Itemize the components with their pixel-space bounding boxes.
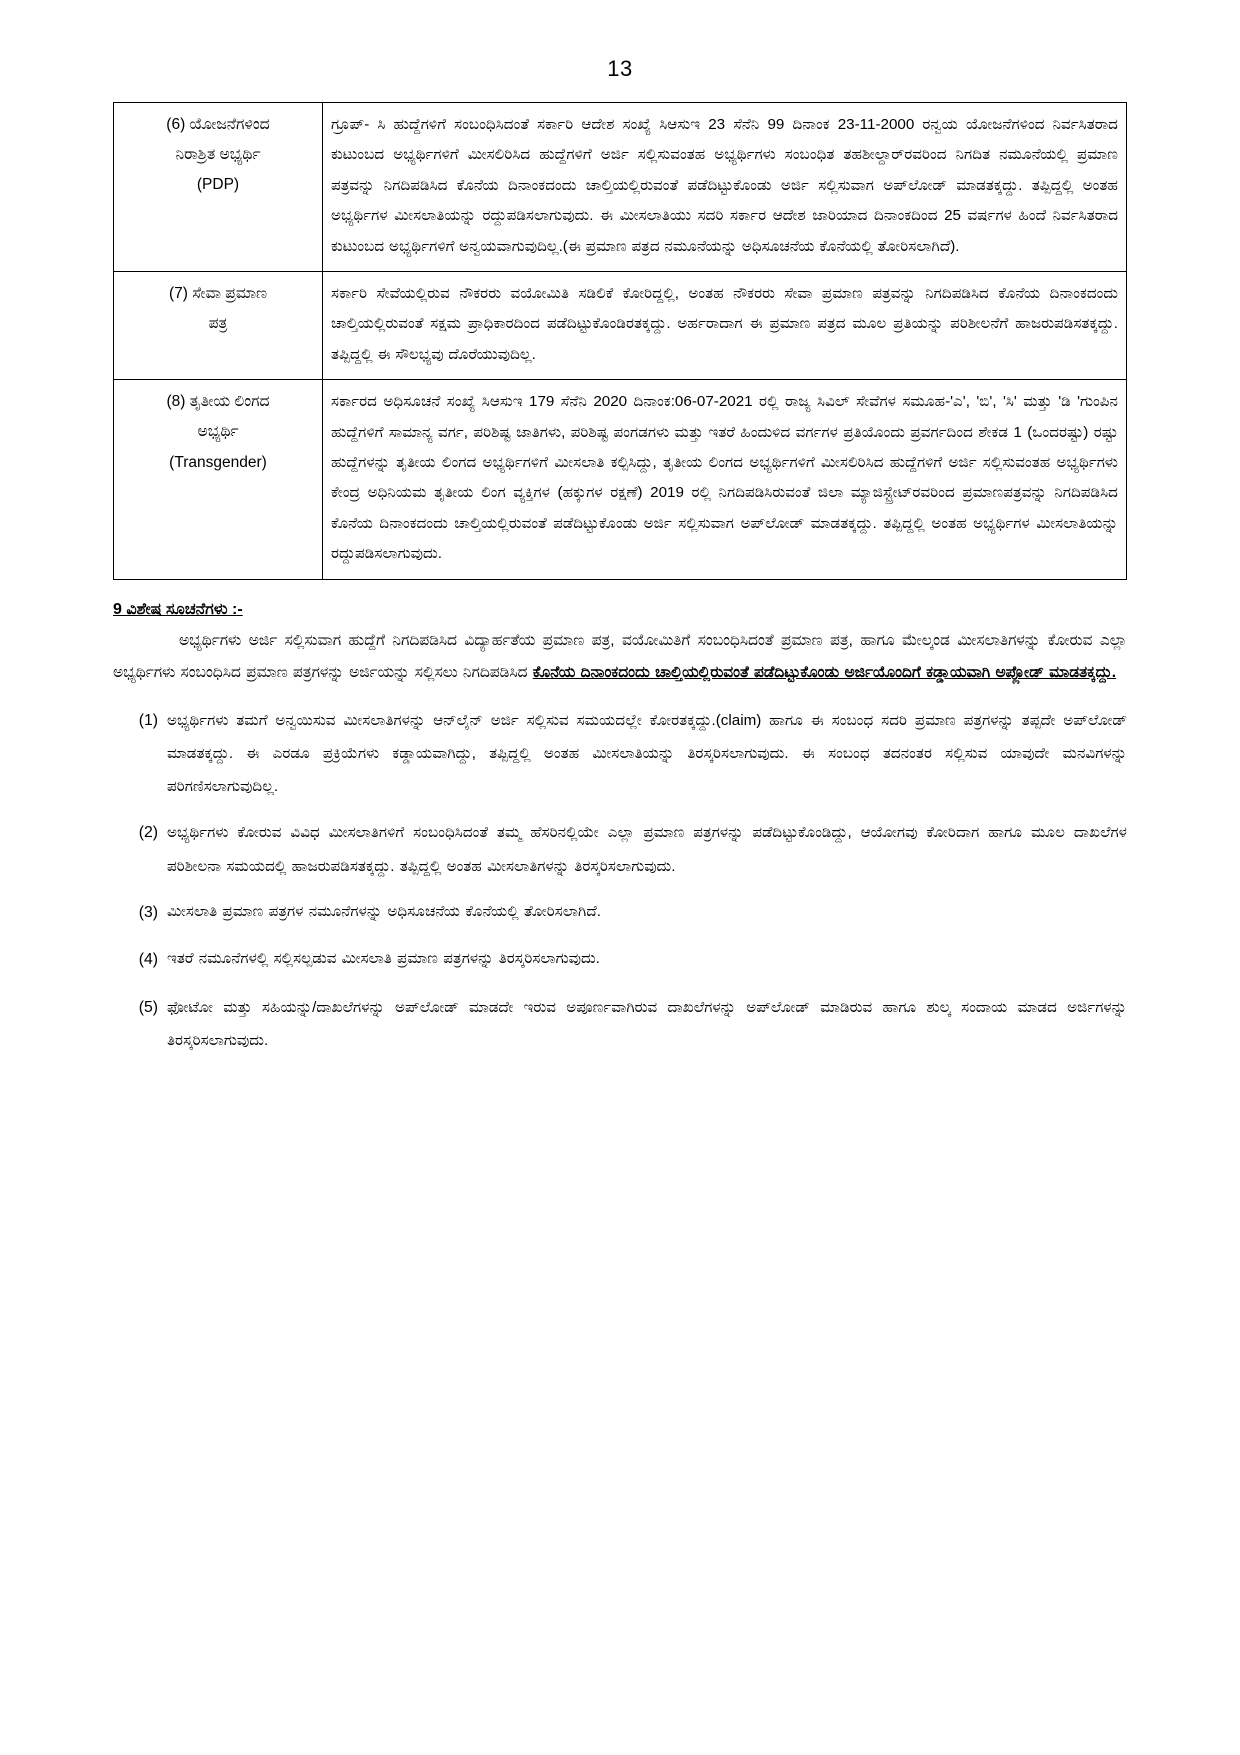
row-label-8	[114, 380, 323, 579]
row-label-line: (Transgender)	[169, 453, 267, 471]
table-row	[114, 103, 1127, 272]
list-item	[113, 704, 1127, 803]
row-body-8	[323, 380, 1127, 579]
list-item	[113, 816, 1127, 882]
list-item-text: ಮೀಸಲಾತಿ ಪ್ರಮಾಣ ಪತ್ರಗಳ ನಮೂನೆಗಳನ್ನು ಅಧಿಸೂಚನೆಯ ಕೊನೆಯಲ್ಲಿ ತೋರಿಸಲಾಗಿದೆ.	[167, 902, 601, 920]
row-label-6	[114, 103, 323, 272]
row-label-7	[114, 272, 323, 380]
row-label-line: ನಿರಾಶ್ರಿತ ಅಭ್ಯರ್ಥಿ	[175, 146, 261, 164]
row-body-text: ಸರ್ಕಾರದ ಅಧಿಸೂಚನೆ ಸಂಖ್ಯೆ ಸಿಆಸುಇ 179 ಸೆನೆನಿ 2020 ದಿನಾಂಕ:06-07-2021 ರಲ್ಲಿ ರಾಜ್ಯ ಸಿವಿಲ್ ಸೇವೆಗಳ ಸಮೂಹ-'ಎ', 'ಬಿ', 'ಸಿ' ಮತ್ತು 'ಡಿ 'ಗುಂಪಿನ ಹುದ್ದೆಗಳಿಗೆ ಸಾಮಾನ್ಯ ವರ್ಗ, ಪರಿಶಿಷ್ಟ ಜಾತಿಗಳು, ಪರಿಶಿಷ್ಟ ಪಂಗಡಗಳು ಮತ್ತು ಇತರೆ ಹಿಂದುಳಿದ ವರ್ಗಗಳ ಪ್ರತಿಯೊಂದು ಪ್ರವರ್ಗದಿಂದ ಶೇಕಡ 1 (ಒಂದರಷ್ಟು) ರಷ್ಟು ಹುದ್ದೆಗಳನ್ನು ತೃತೀಯ ಲಿಂಗದ ಅಭ್ಯರ್ಥಿಗಳಿಗೆ ಮೀಸಲಾತಿ ಕಲ್ಪಿಸಿದ್ದು, ತೃತೀಯ ಲಿಂಗದ ಅಭ್ಯರ್ಥಿಗಳಿಗೆ ಮೀಸಲಿರಿಸಿದ ಹುದ್ದೆಗಳಿಗೆ ಅರ್ಜಿ ಸಲ್ಲಿಸುವಂತಹ ಅಭ್ಯರ್ಥಿಗಳು ಕೇಂದ್ರ ಅಧಿನಿಯಮ ತೃತೀಯ ಲಿಂಗ ವ್ಯಕ್ತಿಗಳ (ಹಕ್ಕುಗಳ ರಕ್ಷಣೆ) 2019 ರಲ್ಲಿ ನಿಗದಿಪಡಿಸಿರುವಂತೆ ಜಿಲಾ ಮ್ಯಾಜಿಸ್ಟ್ರೇಟ್‌ರವರಿಂದ ಪ್ರಮಾಣಪತ್ರವನ್ನು ನಿಗದಿಪಡಿಸಿದ ಕೊನೆಯ ದಿನಾಂಕದಂದು ಚಾಲ್ತಿಯಲ್ಲಿರುವಂತೆ ಪಡೆದಿಟ್ಟುಕೊಂಡು ಅರ್ಜಿ ಸಲ್ಲಿಸುವಾಗ ಅಪ್‌ಲೋಡ್ ಮಾಡತಕ್ಕದ್ದು. ತಪ್ಪಿದ್ದಲ್ಲಿ ಅಂತಹ ಅಭ್ಯರ್ಥಿಗಳ ಮೀಸಲಾತಿಯನ್ನು ರದ್ದುಪಡಿಸಲಾಗುವುದು.	[331, 393, 1118, 563]
list-item-number: (5)	[138, 998, 158, 1016]
section-9-heading-text: 9 ವಿಶೇಷ ಸೂಚನೆಗಳು :-	[113, 600, 243, 618]
row-body-7	[323, 272, 1127, 380]
row-label-line: (6) ಯೋಜನೆಗಳಿಂದ	[166, 116, 270, 133]
page-number: 13	[607, 56, 633, 81]
list-item-number: (2)	[138, 824, 158, 842]
list-item-text: ಫೋಟೋ ಮತ್ತು ಸಹಿಯನ್ನು/ದಾಖಲೆಗಳನ್ನು ಅಪ್‌ಲೋಡ್ ಮಾಡದೇ ಇರುವ ಅಪೂರ್ಣವಾಗಿರುವ ದಾಖಲೆಗಳನ್ನು ಅಪ್‌ಲೋಡ್ ಮಾಡಿರುವ ಹಾಗೂ ಶುಲ್ಕ ಸಂದಾಯ ಮಾಡದ ಅರ್ಜಿಗಳನ್ನು ತಿರಸ್ಕರಿಸಲಾಗುವುದು.	[167, 998, 1127, 1049]
list-item-number: (3)	[138, 903, 158, 921]
row-label-line: (7) ಸೇವಾ ಪ್ರಮಾಣ	[168, 285, 268, 303]
section-9-intro-emphasis: ಕೊನೆಯ ದಿನಾಂಕದಂದು ಚಾಲ್ತಿಯಲ್ಲಿರುವಂತೆ ಪಡೆದಿಟ್ಟುಕೊಂಡು ಅರ್ಜಿಯೊಂದಿಗೆ ಕಡ್ಡಾಯವಾಗಿ ಅಪ್ಲೋಡ್ ಮಾಡತಕ್ಕದ್ದು.	[532, 664, 1117, 682]
special-instructions-list	[113, 704, 1127, 1057]
table-row	[114, 380, 1127, 579]
row-body-text: ಸರ್ಕಾರಿ ಸೇವೆಯಲ್ಲಿರುವ ನೌಕರರು ವಯೋಮಿತಿ ಸಡಿಲಿಕೆ ಕೋರಿದ್ದಲ್ಲಿ, ಅಂತಹ ನೌಕರರು ಸೇವಾ ಪ್ರಮಾಣ ಪತ್ರವನ್ನು ನಿಗದಿಪಡಿಸಿದ ಕೊನೆಯ ದಿನಾಂಕದಂದು ಚಾಲ್ತಿಯಲ್ಲಿರುವಂತೆ ಸಕ್ಷಮ ಪ್ರಾಧಿಕಾರದಿಂದ ಪಡೆದಿಟ್ಟುಕೊಂಡಿರತಕ್ಕದ್ದು. ಅರ್ಹರಾದಾಗ ಈ ಪ್ರಮಾಣ ಪತ್ರದ ಮೂಲ ಪ್ರತಿಯನ್ನು ಪರಿಶೀಲನೆಗೆ ಹಾಜರುಪಡಿಸತಕ್ಕದ್ದು. ತಪ್ಪಿದ್ದಲ್ಲಿ ಈ ಸೌಲಭ್ಯವು ದೊರೆಯುವುದಿಲ್ಲ.	[331, 285, 1118, 363]
section-9-heading	[113, 590, 1127, 619]
list-item-number: (4)	[138, 951, 158, 969]
reservation-categories-table	[113, 102, 1127, 580]
list-item	[113, 896, 1127, 930]
section-9-intro-part1: ಅಭ್ಯರ್ಥಿಗಳು ಅರ್ಜಿ ಸಲ್ಲಿಸುವಾಗ ಹುದ್ದೆಗೆ ನಿಗದಿಪಡಿಸಿದ ವಿದ್ಯಾರ್ಹತೆಯ ಪ್ರಮಾಣ ಪತ್ರ, ವಯೋಮಿತಿಗೆ ಸಂಬಂಧಿಸಿದಂತೆ ಪ್ರಮಾಣ ಪತ್ರ, ಹಾಗೂ ಮೇಲ್ಕಂಡ ಮೀಸಲಾತಿಗಳನ್ನು ಕೋರುವ ಎಲ್ಲಾ ಅಭ್ಯರ್ಥಿಗಳು ಸಂಬಂಧಿಸಿದ ಪ್ರಮಾಣ ಪತ್ರಗಳನ್ನು ಅರ್ಜಿಯನ್ನು ಸಲ್ಲಿಸಲು ನಿಗದಿಪಡಿಸಿದ	[113, 631, 1127, 682]
row-label-line: ಅಭ್ಯರ್ಥಿ	[197, 423, 239, 441]
row-label-line: (PDP)	[196, 176, 240, 194]
row-body-6	[323, 103, 1127, 272]
list-item-text: ಅಭ್ಯರ್ಥಿಗಳು ಕೋರುವ ವಿವಿಧ ಮೀಸಲಾತಿಗಳಿಗೆ ಸಂಬಂಧಿಸಿದಂತೆ ತಮ್ಮ ಹೆಸರಿನಲ್ಲಿಯೇ ಎಲ್ಲಾ ಪ್ರಮಾಣ ಪತ್ರಗಳನ್ನು ಪಡೆದಿಟ್ಟುಕೊಂಡಿದ್ದು, ಆಯೋಗವು ಕೋರಿದಾಗ ಹಾಗೂ ಮೂಲ ದಾಖಲೆಗಳ ಪರಿಶೀಲನಾ ಸಮಯದಲ್ಲಿ ಹಾಜರುಪಡಿಸತಕ್ಕದ್ದು. ತಪ್ಪಿದ್ದಲ್ಲಿ ಅಂತಹ ಮೀಸಲಾತಿಗಳನ್ನು ತಿರಸ್ಕರಿಸಲಾಗುವುದು.	[167, 824, 1127, 875]
list-item	[113, 943, 1127, 977]
row-label-line: ಪತ್ರ	[208, 315, 228, 333]
row-body-text: ಗ್ರೂಪ್- ಸಿ ಹುದ್ದೆಗಳಿಗೆ ಸಂಬಂಧಿಸಿದಂತೆ ಸರ್ಕಾರಿ ಆದೇಶ ಸಂಖ್ಯೆ ಸಿಆಸುಇ 23 ಸೆನೆನಿ 99 ದಿನಾಂಕ 23-11-2000 ರನ್ವಯ ಯೋಜನೆಗಳಿಂದ ನಿರ್ವಸಿತರಾದ ಕುಟುಂಬದ ಅಭ್ಯರ್ಥಿಗಳಿಗೆ ಮೀಸಲಿರಿಸಿದ ಹುದ್ದೆಗಳಿಗೆ ಅರ್ಜಿ ಸಲ್ಲಿಸುವಂತಹ ಅಭ್ಯರ್ಥಿಗಳು ಸಂಬಂಧಿತ ತಹಶೀಲ್ದಾರ್‌ರವರಿಂದ ನಿಗದಿತ ನಮೂನೆಯಲ್ಲಿ ಪ್ರಮಾಣ ಪತ್ರವನ್ನು ನಿಗದಿಪಡಿಸಿದ ಕೊನೆಯ ದಿನಾಂಕದಂದು ಚಾಲ್ತಿಯಲ್ಲಿರುವಂತೆ ಪಡೆದಿಟ್ಟುಕೊಂಡು ಅರ್ಜಿ ಸಲ್ಲಿಸುವಾಗ ಅಪ್‌ಲೋಡ್ ಮಾಡತಕ್ಕದ್ದು. ತಪ್ಪಿದ್ದಲ್ಲಿ ಅಂತಹ ಅಭ್ಯರ್ಥಿಗಳ ಮೀಸಲಾತಿಯನ್ನು ರದ್ದುಪಡಿಸಲಾಗುವುದು. ಈ ಮೀಸಲಾತಿಯು ಸದರಿ ಸರ್ಕಾರ ಆದೇಶ ಜಾರಿಯಾದ ದಿನಾಂಕದಿಂದ 25 ವರ್ಷಗಳ ಹಿಂದೆ ನಿರ್ವಸಿತರಾದ ಕುಟುಂಬದ ಅಭ್ಯರ್ಥಿಗಳಿಗೆ ಅನ್ವಯವಾಗುವುದಿಲ್ಲ.(ಈ ಪ್ರಮಾಣ ಪತ್ರದ ನಮೂನೆಯನ್ನು ಅಧಿಸೂಚನೆಯ ಕೊನೆಯಲ್ಲಿ ತೋರಿಸಲಾಗಿದೆ).	[331, 116, 1118, 255]
row-label-line: (8) ತೃತೀಯ ಲಿಂಗದ	[166, 393, 270, 411]
list-item	[113, 991, 1127, 1057]
list-item-text: ಇತರೆ ನಮೂನೆಗಳಲ್ಲಿ ಸಲ್ಲಿಸಲ್ಪಡುವ ಮೀಸಲಾತಿ ಪ್ರಮಾಣ ಪತ್ರಗಳನ್ನು ತಿರಸ್ಕರಿಸಲಾಗುವುದು.	[167, 950, 600, 968]
section-9-intro-paragraph	[113, 625, 1127, 690]
list-item-number: (1)	[138, 712, 158, 729]
table-row	[114, 272, 1127, 380]
list-item-text: ಅಭ್ಯರ್ಥಿಗಳು ತಮಗೆ ಅನ್ವಯಿಸುವ ಮೀಸಲಾತಿಗಳನ್ನು ಆನ್‌ಲೈನ್ ಅರ್ಜಿ ಸಲ್ಲಿಸುವ ಸಮಯದಲ್ಲೇ ಕೋರತಕ್ಕದ್ದು.(claim) ಹಾಗೂ ಈ ಸಂಬಂಧ ಸದರಿ ಪ್ರಮಾಣ ಪತ್ರಗಳನ್ನು ತಪ್ಪದೇ ಅಪ್‌ಲೋಡ್ ಮಾಡತಕ್ಕದ್ದು. ಈ ಎರಡೂ ಪ್ರಕ್ರಿಯೆಗಳು ಕಡ್ಡಾಯವಾಗಿದ್ದು, ತಪ್ಪಿದ್ದಲ್ಲಿ ಅಂತಹ ಮೀಸಲಾತಿಯನ್ನು ತಿರಸ್ಕರಿಸಲಾಗುವುದು. ಈ ಸಂಬಂಧ ತದನಂತರ ಸಲ್ಲಿಸುವ ಯಾವುದೇ ಮನವಿಗಳನ್ನು ಪರಿಗಣಿಸಲಾಗುವುದಿಲ್ಲ.	[167, 712, 1127, 796]
